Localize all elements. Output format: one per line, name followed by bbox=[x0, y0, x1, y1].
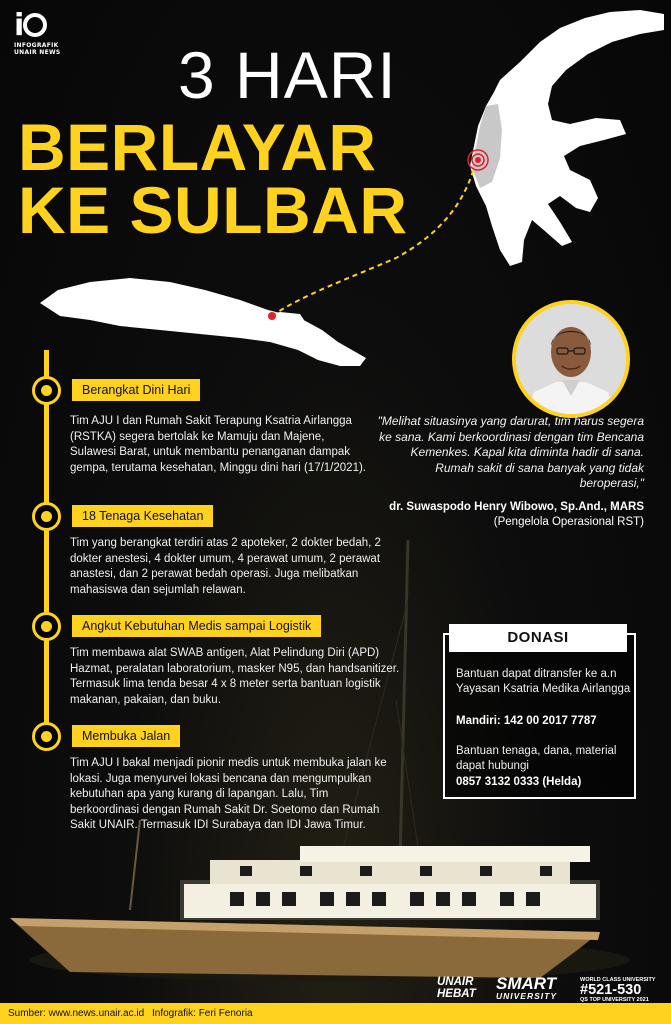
quote-author-name: dr. Suwaspodo Henry Wibowo, Sp.And., MARS bbox=[389, 501, 644, 513]
quote-text: "Melihat situasinya yang darurat, tim harus segera ke sana. Kami berkoordinasi dengan tim Bencana Kemenkes. Kapal kita diminta hadir di sana. Rumah sakit di sana banyak yang tidak beroperasi," bbox=[377, 414, 644, 490]
ig-logo-mark: i bbox=[14, 10, 74, 42]
timeline-dot bbox=[32, 722, 61, 751]
section-body-berangkat: Tim AJU I dan Rumah Sakit Terapung Ksatria Airlangga (RSTKA) segera bertolak ke Mamuju dan Majene, Sulawesi Barat, untuk membantu penanganan dampak gempa, terutama kesehatan, Minggu dini hari (17/1/2021). bbox=[70, 415, 366, 474]
footer-credit: Infografik: Feri Fenoria bbox=[152, 1008, 253, 1019]
person-photo-icon bbox=[516, 304, 626, 414]
donation-contact-text: Bantuan tenaga, dana, material dapat hubungi bbox=[456, 745, 617, 772]
unair-hebat-logo: UNAIR HEBAT bbox=[437, 976, 476, 1000]
section-body-membuka-jalan: Tim AJU I bakal menjadi pionir medis untuk membuka jalan ke lokasi. Juga menyurvei lokasi bencana dan mengumpulkan kebutuhan apa yang kurang di lapangan. Lalu, Tim berkoordinasi dengan Rumah Sakit Dr. Soetomo dan Rumah Sakit UNAIR. Termasuk IDI Surabaya dan IDI Jawa Timur. bbox=[70, 757, 387, 831]
donation-phone: 0857 3132 0333 (Helda) bbox=[456, 776, 582, 788]
headline-line-1: 3 HARI bbox=[178, 38, 397, 112]
section-label-angkut-kebutuhan: Angkut Kebutuhan Medis sampai Logistik bbox=[72, 615, 321, 637]
headline-line-3: KE SULBAR bbox=[18, 173, 408, 247]
timeline-line bbox=[44, 350, 49, 750]
headline-line-2: BERLAYAR bbox=[18, 110, 377, 184]
smart-university-logo: SMART UNIVERSITY bbox=[496, 974, 558, 1001]
origin-marker bbox=[268, 312, 276, 320]
section-label-berangkat: Berangkat Dini Hari bbox=[72, 379, 200, 401]
footer-source: Sumber: www.news.unair.ac.id bbox=[8, 1008, 145, 1019]
section-body-angkut-kebutuhan: Tim membawa alat SWAB antigen, Alat Pelindung Diri (APD) Hazmat, peralatan laboratorium, masker N95, dan handsanitizer. Termasuk lima tenda besar 4 x 8 meter serta bantuan logistik makanan, pakaian, dan buku. bbox=[70, 647, 400, 706]
section-label-tenaga-kesehatan: 18 Tenaga Kesehatan bbox=[72, 505, 213, 527]
timeline-dot bbox=[32, 612, 61, 641]
timeline-dot bbox=[32, 376, 61, 405]
spokesperson-portrait bbox=[512, 300, 630, 418]
logo-line-2: UNAIR NEWS bbox=[14, 49, 61, 56]
section-label-membuka-jalan: Membuka Jalan bbox=[72, 725, 180, 747]
section-body-tenaga-kesehatan: Tim yang berangkat terdiri atas 2 apoteker, 2 dokter bedah, 2 dokter anestesi, 4 dokter umum, 4 perawat umum, 2 perawat anastesi, dan 2 perawat bedah operasi. Juga melibatkan mahasiswa dan sejumlah relawan. bbox=[70, 537, 381, 596]
infografik-logo bbox=[14, 10, 74, 56]
timeline-dot bbox=[32, 502, 61, 531]
donation-title: DONASI bbox=[449, 624, 627, 652]
qs-ranking-badge: WORLD CLASS UNIVERSITY #521-530 QS TOP UNIVERSITY 2021 bbox=[580, 977, 656, 1003]
logo-line-1: INFOGRAFIK bbox=[14, 42, 59, 49]
java-island-map bbox=[40, 278, 366, 366]
quote-author-role: (Pengelola Operasional RST) bbox=[493, 516, 644, 528]
donation-transfer-text: Bantuan dapat ditransfer ke a.n Yayasan Ksatria Medika Airlangga bbox=[456, 668, 631, 695]
donation-account: Mandiri: 142 00 2017 7787 bbox=[456, 715, 597, 727]
